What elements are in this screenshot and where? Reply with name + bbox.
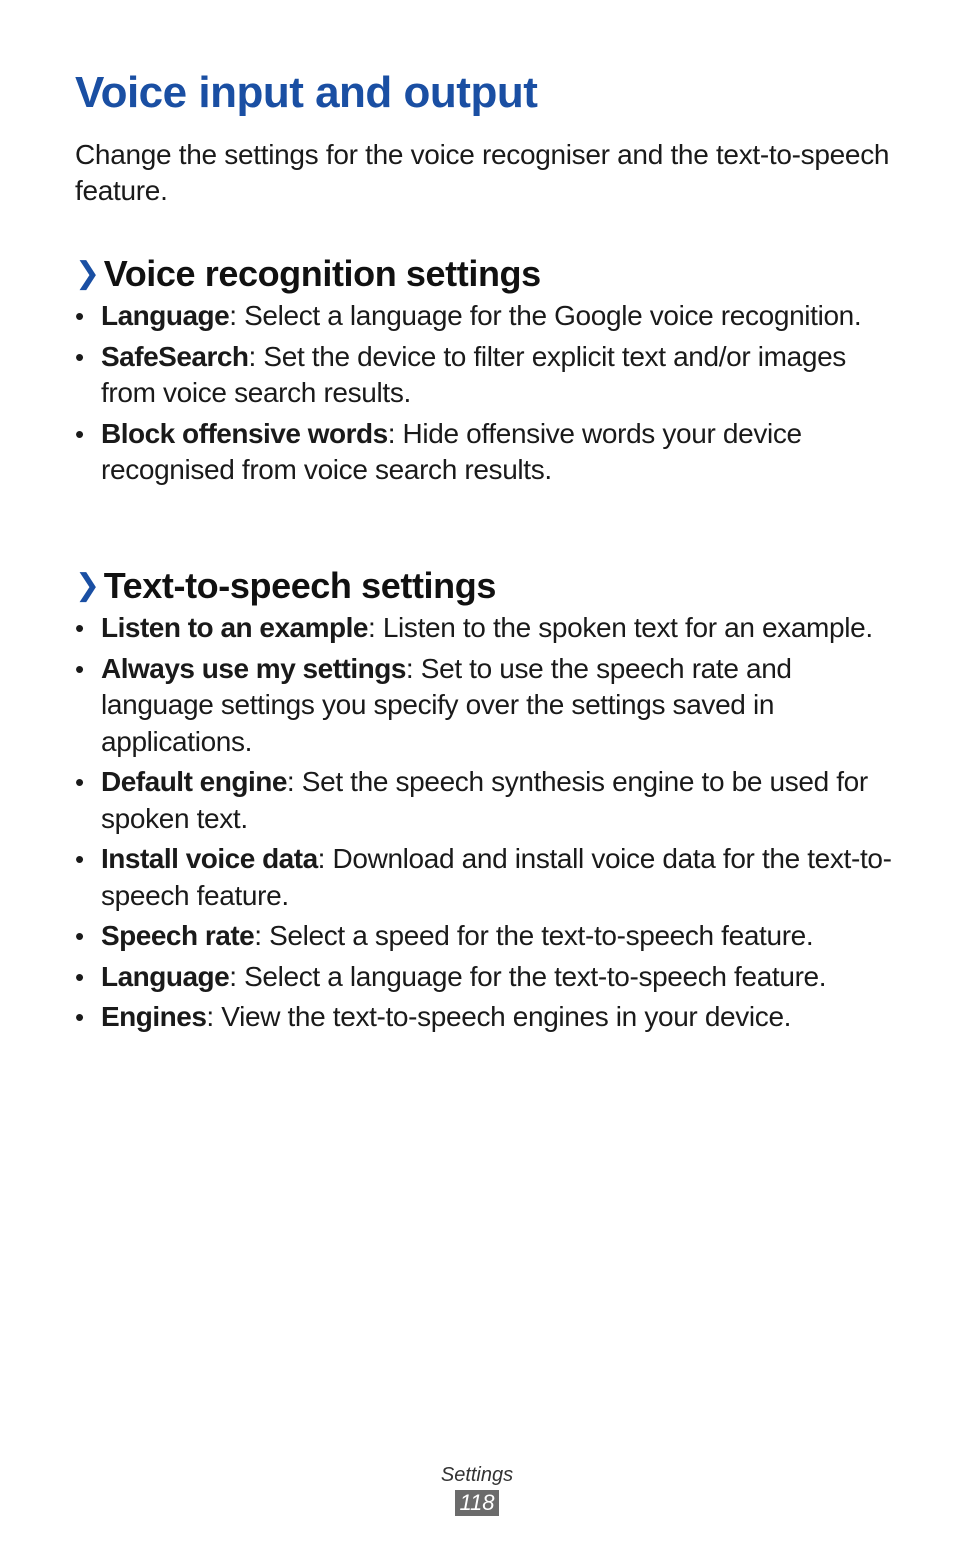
item-description: : Select a language for the text-to-speech feature. <box>229 960 827 992</box>
item-description: : Select a language for the Google voice recognition. <box>229 300 862 331</box>
section-heading-text: Text-to-speech settings <box>103 565 496 606</box>
item-term: Listen to an example <box>101 612 368 643</box>
item-term: Language <box>101 960 230 992</box>
item-term: Speech rate <box>101 920 255 951</box>
section-voice-recognition <box>75 250 905 493</box>
item-description: : Hide offensive words your device recognised from voice search results. <box>101 417 802 485</box>
list-item <box>75 610 905 647</box>
bullet-icon: • <box>75 1002 84 1032</box>
list-item <box>75 339 905 412</box>
bullet-icon: • <box>75 921 84 951</box>
item-term: SafeSearch <box>101 340 249 372</box>
item-term: Install voice data <box>101 843 318 874</box>
footer-section-label: Settings <box>440 1464 514 1486</box>
section-text-to-speech <box>75 562 905 1040</box>
item-description: : View the text-to-speech engines in your device. <box>206 1001 792 1032</box>
item-term: Block offensive words <box>101 417 388 449</box>
chevron-right-icon: ❯ <box>75 257 100 290</box>
intro-paragraph: Change the settings for the voice recogniser and the text-to-speech feature. <box>75 139 890 206</box>
item-description: : Set the speech synthesis engine to be used for spoken text. <box>101 766 868 834</box>
bullet-icon: • <box>75 613 84 643</box>
list-item <box>75 999 905 1036</box>
page-title: Voice input and output <box>75 68 538 117</box>
section-heading <box>75 250 905 298</box>
bullet-icon: • <box>75 341 84 372</box>
settings-list <box>75 298 905 489</box>
item-description: : Listen to the spoken text for an example. <box>367 612 873 643</box>
item-term: Language <box>101 300 230 331</box>
item-term: Engines <box>101 1001 207 1032</box>
bullet-icon: • <box>75 961 84 992</box>
item-description: : Select a speed for the text-to-speech feature. <box>254 920 814 951</box>
bullet-icon: • <box>75 767 84 797</box>
section-heading-text: Voice recognition settings <box>103 253 541 294</box>
bullet-icon: • <box>75 844 84 874</box>
bullet-icon: • <box>75 301 84 331</box>
page-footer <box>0 1462 954 1516</box>
list-item <box>75 959 905 996</box>
settings-list <box>75 610 905 1036</box>
list-item <box>75 764 905 837</box>
bullet-icon: • <box>75 418 84 449</box>
item-term: Default engine <box>101 766 287 797</box>
item-description: : Download and install voice data for the text-to-speech feature. <box>101 843 892 911</box>
item-description: : Set to use the speech rate and language settings you specify over the settings saved in applications. <box>101 652 792 757</box>
bullet-icon: • <box>75 653 84 684</box>
list-item <box>75 918 905 955</box>
section-heading <box>75 562 905 610</box>
item-description: : Set the device to filter explicit text and/or images from voice search results. <box>101 340 846 408</box>
list-item <box>75 416 905 489</box>
list-item <box>75 298 905 335</box>
item-term: Always use my settings <box>101 652 406 684</box>
page-number: 118 <box>455 1490 498 1516</box>
chevron-right-icon: ❯ <box>75 569 100 602</box>
list-item <box>75 841 905 914</box>
list-item <box>75 651 905 761</box>
